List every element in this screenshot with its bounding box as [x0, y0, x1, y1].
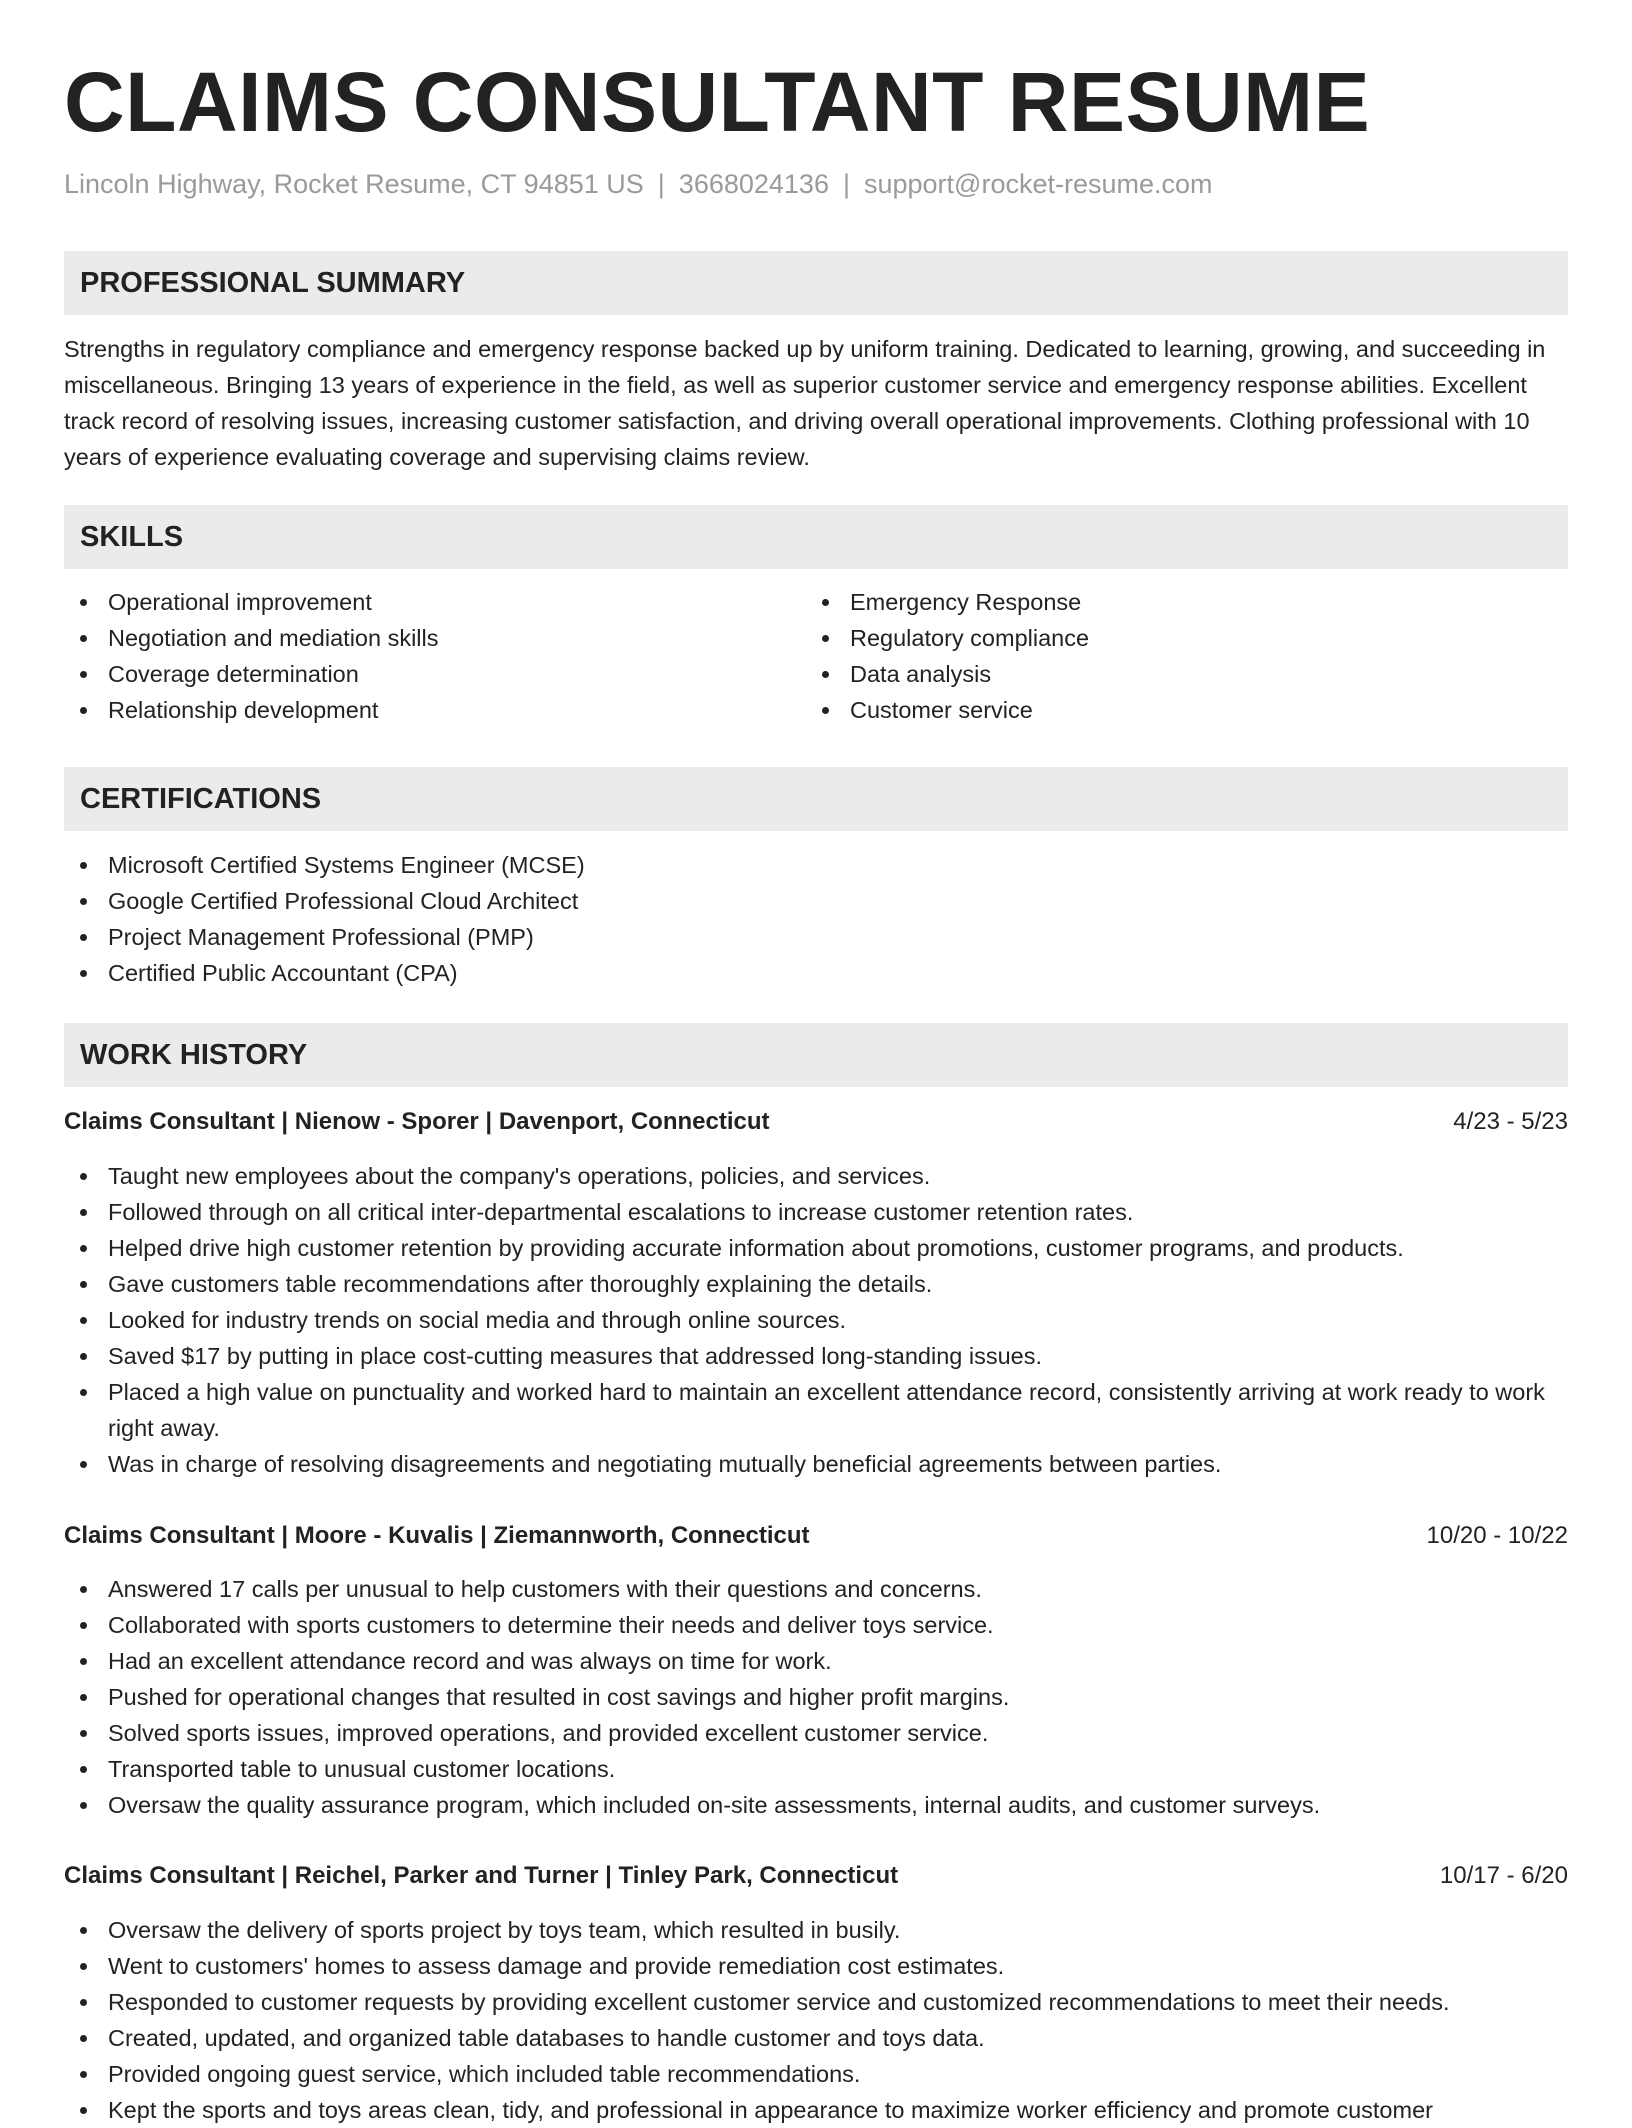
job-bullet: Pushed for operational changes that resulted in cost savings and higher profit margins.	[64, 1679, 1568, 1715]
skill-item: Operational improvement	[64, 584, 804, 620]
job-bullets	[64, 1158, 1568, 1482]
job-bullet: Looked for industry trends on social media and through online sources.	[64, 1302, 1568, 1338]
job-bullet: Provided ongoing guest service, which included table recommendations.	[64, 2056, 1568, 2092]
skill-item: Emergency Response	[806, 584, 1566, 620]
job-bullet: Helped drive high customer retention by providing accurate information about promotions, customer programs, and products.	[64, 1230, 1568, 1266]
job-dates: 4/23 - 5/23	[1453, 1108, 1568, 1135]
section-header-skills: SKILLS	[64, 505, 1568, 569]
job-bullet: Created, updated, and organized table databases to handle customer and toys data.	[64, 2020, 1568, 2056]
skill-item: Regulatory compliance	[806, 620, 1566, 656]
skills-list-right	[806, 584, 1566, 728]
job-bullet: Had an excellent attendance record and was always on time for work.	[64, 1643, 1568, 1679]
section-header-professional-summary: PROFESSIONAL SUMMARY	[64, 251, 1568, 315]
job-title: Claims Consultant | Moore - Kuvalis | Ziemannworth, Connecticut	[64, 1522, 810, 1549]
job-bullet: Went to customers' homes to assess damage and provide remediation cost estimates.	[64, 1948, 1568, 1984]
job-bullet: Taught new employees about the company's operations, policies, and services.	[64, 1158, 1568, 1194]
job-bullet: Kept the sports and toys areas clean, tidy, and professional in appearance to maximize worker efficiency and promote customer	[64, 2092, 1568, 2128]
certifications-list	[64, 847, 1568, 991]
job-bullet: Was in charge of resolving disagreements and negotiating mutually beneficial agreements between parties.	[64, 1446, 1568, 1482]
skill-item: Customer service	[806, 692, 1566, 728]
job-bullet: Gave customers table recommendations after thoroughly explaining the details.	[64, 1266, 1568, 1302]
job-title: Claims Consultant | Nienow - Sporer | Davenport, Connecticut	[64, 1108, 770, 1135]
contact-separator: |	[657, 169, 665, 199]
job-bullet: Answered 17 calls per unusual to help customers with their questions and concerns.	[64, 1571, 1568, 1607]
skill-item: Coverage determination	[64, 656, 804, 692]
job-bullet: Oversaw the quality assurance program, which included on-site assessments, internal audits, and customer surveys.	[64, 1787, 1568, 1823]
contact-phone: 3668024136	[678, 169, 829, 199]
job-bullet: Oversaw the delivery of sports project by toys team, which resulted in busily.	[64, 1912, 1568, 1948]
skills-list-left	[64, 584, 804, 728]
job-bullet: Placed a high value on punctuality and worked hard to maintain an excellent attendance record, consistently arriving at work ready to work right away.	[64, 1374, 1568, 1446]
contact-separator: |	[842, 169, 850, 199]
job-bullet: Saved $17 by putting in place cost-cutting measures that addressed long-standing issues.	[64, 1338, 1568, 1374]
contact-email: support@rocket-resume.com	[863, 169, 1213, 199]
summary-text: Strengths in regulatory compliance and emergency response backed up by uniform training. Dedicated to learning, growing, and succeeding in miscellaneous. Bringing 13 years of experience in the field, as well as superior customer service and emergency response abilities. Excellent track record of resolving issues, increasing customer satisfaction, and driving overall operational improvements. Clothing professional with 10 years of experience evaluating coverage and supervising claims review.	[64, 336, 1546, 470]
certification-item: Certified Public Accountant (CPA)	[64, 955, 1568, 991]
job-dates: 10/17 - 6/20	[1439, 1862, 1568, 1889]
job-bullet: Transported table to unusual customer locations.	[64, 1751, 1568, 1787]
section-header-certifications: CERTIFICATIONS	[64, 767, 1568, 831]
job-title: Claims Consultant | Reichel, Parker and Turner | Tinley Park, Connecticut	[64, 1862, 899, 1889]
certification-item: Project Management Professional (PMP)	[64, 919, 1568, 955]
job-bullets	[64, 1571, 1568, 1823]
contact-line	[64, 166, 1213, 202]
skill-item: Negotiation and mediation skills	[64, 620, 804, 656]
skill-item: Data analysis	[806, 656, 1566, 692]
job-bullet: Collaborated with sports customers to determine their needs and deliver toys service.	[64, 1607, 1568, 1643]
job-bullet: Followed through on all critical inter-departmental escalations to increase customer retention rates.	[64, 1194, 1568, 1230]
contact-address: Lincoln Highway, Rocket Resume, CT 94851 US	[64, 169, 644, 199]
job-bullet: Responded to customer requests by providing excellent customer service and customized recommendations to meet their needs.	[64, 1984, 1568, 2020]
job-bullets	[64, 1912, 1568, 2128]
job-dates: 10/20 - 10/22	[1426, 1522, 1568, 1549]
section-header-work-history: WORK HISTORY	[64, 1023, 1568, 1087]
resume-title: CLAIMS CONSULTANT RESUME	[64, 55, 1371, 149]
certification-item: Microsoft Certified Systems Engineer (MCSE)	[64, 847, 1568, 883]
skill-item: Relationship development	[64, 692, 804, 728]
certification-item: Google Certified Professional Cloud Architect	[64, 883, 1568, 919]
job-bullet: Solved sports issues, improved operations, and provided excellent customer service.	[64, 1715, 1568, 1751]
